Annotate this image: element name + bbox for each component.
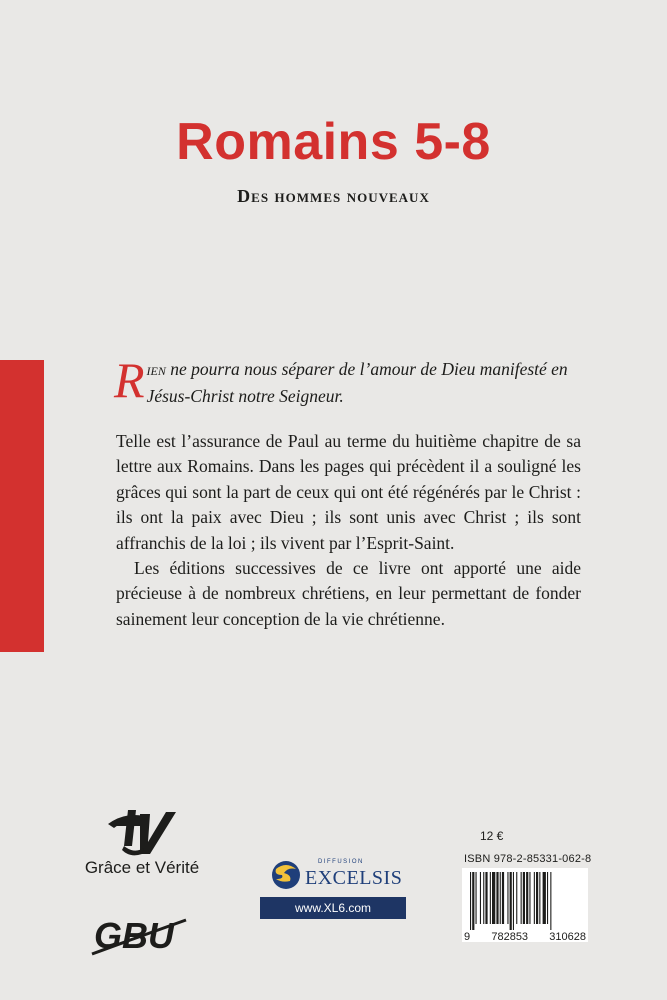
barcode-bar — [492, 872, 495, 924]
barcode-bar — [490, 872, 491, 924]
barcode-bar — [526, 872, 528, 924]
excelsis-diffusion-label: DIFFUSION — [318, 859, 364, 865]
barcode-bar — [543, 872, 546, 924]
quote-text: ne pourra nous séparer de l’amour de Dieu manifesté en Jésus-Christ notre Seigneur. — [146, 359, 568, 406]
barcode-digit-group: 9 — [464, 931, 471, 943]
isbn: ISBN 978-2-85331-062-8 — [464, 853, 592, 865]
barcode-bar — [516, 872, 517, 924]
book-subtitle: Des hommes nouveaux — [237, 186, 430, 206]
barcode-bar — [480, 872, 481, 924]
barcode-bar — [472, 872, 474, 930]
back-cover-text — [116, 429, 581, 632]
barcode-bar — [529, 872, 530, 924]
barcode-bar — [536, 872, 538, 924]
barcode-digits — [462, 931, 588, 943]
barcode-bar — [496, 872, 498, 924]
barcode-bar — [502, 872, 504, 924]
barcode-bar — [476, 872, 477, 924]
barcode-bar — [507, 872, 508, 924]
barcode-bar — [547, 872, 548, 924]
opening-quote — [114, 352, 596, 410]
barcode-bar — [534, 872, 535, 924]
paragraph-2: Les éditions successives de ce livre ont apporté une aide précieuse à de nombreux chrétiens, en leur permettant de fonder sainement leur conception de la vie chrétienne. — [116, 558, 581, 629]
website-url[interactable]: www.XL6.com — [260, 897, 406, 919]
drop-cap: R — [114, 352, 145, 408]
excelsis-name: EXCELSIS — [305, 867, 403, 889]
book-title: Romains 5-8 — [176, 113, 491, 171]
gbu-logo-icon — [90, 910, 190, 958]
barcode-bar — [550, 872, 551, 930]
red-accent-band — [0, 360, 44, 652]
barcode-bar — [470, 872, 471, 930]
barcode-bar — [521, 872, 522, 924]
barcode-digit-group: 310628 — [549, 931, 586, 943]
barcode-bar — [500, 872, 501, 924]
barcode-bars-icon — [462, 868, 588, 930]
grace-et-verite-logo-icon — [104, 806, 176, 858]
barcode-digit-group: 782853 — [491, 931, 529, 943]
barcode-bar — [485, 872, 487, 924]
paragraph-1: Telle est l’assurance de Paul au terme du huitième chapitre de sa lettre aux Romains. Dans les pages qui précèdent il a souligné les grâces qui sont la part de ceux qui ont été régénérés par le Christ : ils ont la paix avec Dieu ; ils sont unis avec Christ ; ils sont affranchis de la loi ; ils vivent par l’Esprit-Saint. — [116, 431, 581, 553]
barcode-bar — [513, 872, 514, 930]
gbu-logo-text: GBU — [94, 915, 174, 956]
quote-capword: ien — [146, 359, 166, 379]
barcode-bar — [539, 872, 540, 924]
grace-et-verite-name: Grâce et Vérité — [84, 858, 200, 877]
barcode-bar — [523, 872, 525, 924]
barcode-bar — [510, 872, 512, 930]
barcode-bar — [483, 872, 484, 924]
price: 12 € — [480, 829, 504, 843]
